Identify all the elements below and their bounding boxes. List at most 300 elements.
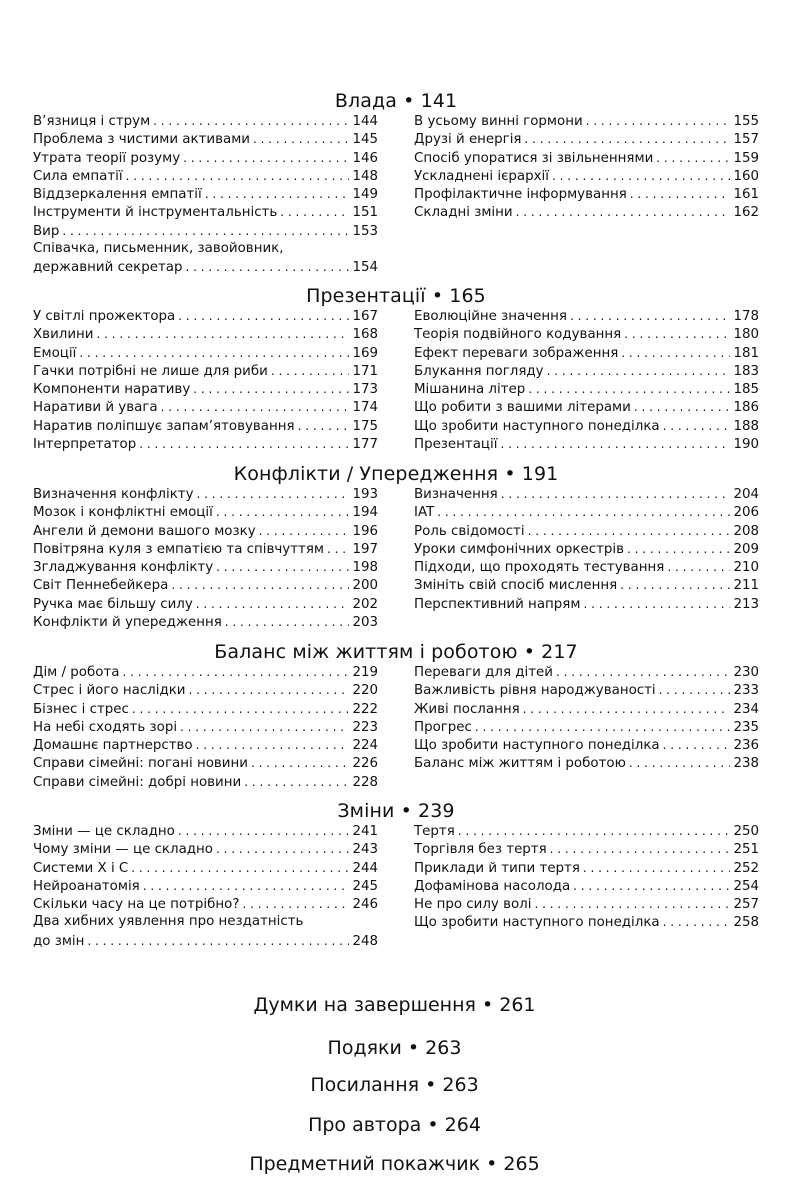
entry-title: Друзі й енергія [414,132,522,148]
section-title: Презентації [306,285,426,307]
toc-entry[interactable] [414,877,759,895]
entry-title: державний секретар [33,260,183,276]
entry-title: Справи сімейні: погані новини [33,756,248,772]
toc-entry[interactable] [414,112,759,130]
dot-leader [547,362,731,380]
dot-leader [253,130,349,148]
entry-page-number: 173 [352,382,378,398]
toc-entry[interactable] [33,718,378,736]
entry-title: Живі послання [414,701,520,717]
entry-page-number: 171 [352,363,378,379]
final-chapter[interactable] [0,1114,789,1136]
entry-page-number: 209 [733,541,759,557]
bullet-separator-icon: • [431,285,444,307]
toc-entry[interactable] [33,485,378,503]
dot-leader [259,522,350,540]
entry-page-number: 234 [733,701,759,717]
toc-entry[interactable] [33,932,378,950]
entry-title: Інтерпретатор [33,437,137,453]
entry-title: Проблема з чистими активами [33,132,250,148]
toc-section [33,800,759,950]
toc-entry[interactable] [414,380,759,398]
toc-entry[interactable] [33,840,378,858]
entry-page-number: 169 [352,345,378,361]
section-title: Влада [334,90,397,112]
toc-entry[interactable] [33,558,378,576]
right-column [414,822,759,950]
final-chapter-title: Про автора [308,1114,422,1136]
toc-entry[interactable] [33,435,378,453]
entry-title: Приклади й типи тертя [414,860,580,876]
entry-page-number: 202 [352,596,378,612]
toc-entry[interactable] [414,663,759,681]
toc-entry[interactable] [414,149,759,167]
toc-entry[interactable] [414,718,759,736]
entry-page-number: 258 [733,915,759,931]
entry-page-number: 148 [352,168,378,184]
bullet-separator-icon: • [504,463,516,485]
entry-title: Світ Пеннебейкера [33,578,169,594]
entry-page-number: 219 [352,665,378,680]
entry-title: Еволюційне значення [414,309,567,324]
dot-leader [663,913,731,931]
entry-title: Системи X і C [33,860,129,876]
entry-page-number: 252 [733,860,759,876]
section-page-number: 141 [420,90,458,112]
dot-leader [298,417,350,435]
bullet-separator-icon: • [523,641,535,663]
bullet-separator-icon: • [407,1037,420,1059]
entry-page-number: 180 [733,327,759,343]
toc-entry[interactable] [414,681,759,699]
toc-section [33,641,759,791]
bullet-separator-icon: • [400,800,412,822]
right-column [414,112,759,277]
dot-leader [583,859,731,877]
dot-leader [244,773,349,791]
entry-title: Справи сімейні: добрі новини [33,774,242,790]
toc-entry[interactable] [33,503,378,521]
toc-entry[interactable] [33,398,378,416]
toc-entry[interactable] [414,307,759,325]
dot-leader [280,203,349,221]
final-chapter-page-number: 263 [425,1037,462,1059]
section-page-number: 217 [541,641,578,663]
dot-leader [87,932,349,950]
dot-leader [620,576,730,594]
bullet-separator-icon: • [486,1153,498,1175]
toc-entry[interactable] [414,203,759,221]
entry-title: У світлі прожектора [33,309,176,324]
entry-page-number: 244 [352,860,378,876]
entry-title: Вир [33,223,60,239]
entry-page-number: 243 [352,842,378,858]
dot-leader [556,663,730,681]
entry-title: Емоції [33,345,77,361]
dot-leader [131,859,349,877]
entry-title: Що зробити наступного понеділка [414,915,660,931]
entry-title: Конфлікти й упередження [33,615,222,631]
toc-entry[interactable] [33,895,378,913]
entry-page-number: 245 [352,878,378,894]
entry-page-number: 188 [733,418,759,434]
entry-page-number: 144 [352,114,378,129]
section-title: Зміни [337,800,395,822]
entry-title: Торгівля без тертя [414,842,547,858]
toc-entry[interactable] [414,840,759,858]
entry-page-number: 246 [352,897,378,913]
entry-title: до змін [33,933,85,949]
entry-page-number: 153 [352,223,378,239]
entry-page-number: 203 [352,615,378,631]
entry-title: Чому зміни — це складно [33,842,213,858]
toc-entry[interactable] [33,859,378,877]
entry-page-number: 155 [733,114,759,129]
final-chapter-page-number: 265 [503,1153,540,1175]
toc-entry[interactable] [33,362,378,380]
section-heading[interactable] [33,641,759,663]
entry-title: Що зробити наступного понеділка [414,418,660,434]
dot-leader [501,485,731,503]
entry-page-number: 161 [733,187,759,203]
dot-leader [251,754,349,772]
final-chapter-page-number: 263 [442,1074,479,1096]
toc-entry[interactable] [414,130,759,148]
entry-title: Домашнє партнерство [33,738,193,754]
dot-leader [196,595,350,613]
entry-page-number: 181 [733,345,759,361]
dot-leader [550,840,731,858]
dot-leader [183,149,349,167]
entry-title: Згладжування конфлікту [33,560,214,576]
dot-leader [634,398,731,416]
dot-leader [624,325,730,343]
entry-title: Блукання погляду [414,363,544,379]
toc-entry[interactable] [33,700,378,718]
dot-leader [97,325,350,343]
entry-page-number: 154 [352,260,378,276]
dot-leader [500,435,730,453]
left-column [33,822,378,950]
toc-entry[interactable] [33,112,378,130]
toc-entry[interactable] [414,576,759,594]
toc-entry[interactable] [33,258,378,276]
entry-page-number: 238 [733,756,759,772]
entry-title: Ангели й демони вашого мозку [33,523,256,539]
entry-page-number: 224 [352,738,378,754]
entry-title: Утрата теорії розуму [33,150,181,166]
entry-title: Віддзеркалення емпатії [33,187,202,203]
entry-title: Дім / робота [33,665,120,680]
toc-entry[interactable] [33,325,378,343]
entry-title: В усьому винні гормони [414,114,583,129]
toc-entry[interactable] [33,417,378,435]
toc-entry-line1[interactable] [33,913,378,931]
dot-leader [122,663,349,681]
bullet-separator-icon: • [481,994,494,1016]
entry-page-number: 197 [352,541,378,557]
dot-leader [552,167,730,185]
entry-page-number: 230 [733,665,759,680]
toc-entry[interactable] [414,700,759,718]
dot-leader [570,307,730,325]
entry-page-number: 194 [352,505,378,521]
entry-page-number: 251 [733,842,759,858]
toc-entry[interactable] [33,681,378,699]
toc-section [33,463,759,631]
toc-entry[interactable] [414,398,759,416]
entry-title-line1: Два хибних уявлення про нездатність [33,914,304,930]
dot-leader [153,112,349,130]
dot-leader [186,258,350,276]
entry-title: Нейроанатомія [33,878,140,894]
entry-page-number: 257 [733,897,759,913]
entry-title: Роль свідомості [414,523,525,539]
entry-page-number: 160 [733,168,759,184]
dot-leader [132,700,350,718]
toc-entry[interactable] [33,130,378,148]
entry-page-number: 222 [352,701,378,717]
entry-page-number: 248 [352,933,378,949]
toc-entry[interactable] [33,663,378,681]
toc-entry[interactable] [33,540,378,558]
dot-leader [573,877,730,895]
toc-entry[interactable] [414,595,759,613]
toc-entry[interactable] [33,613,378,631]
dot-leader [327,540,349,558]
dot-leader [629,754,731,772]
toc-entry[interactable] [414,522,759,540]
dot-leader [271,362,350,380]
toc-entry[interactable] [414,362,759,380]
entry-title: Зміни — це складно [33,824,175,839]
entry-page-number: 185 [733,382,759,398]
entry-title: Змініть свій спосіб мислення [414,578,618,594]
section-title: Конфлікти / Упередження [233,463,499,485]
section-heading[interactable] [33,285,759,307]
dot-leader [216,840,349,858]
toc-entry[interactable] [33,822,378,840]
entry-title: Прогрес [414,719,472,735]
entry-title: Важливість рівня народжуваності [414,683,656,699]
toc-entry[interactable] [414,736,759,754]
toc-entry[interactable] [33,773,378,791]
entry-title: Бізнес і стрес [33,701,129,717]
entry-page-number: 151 [352,205,378,221]
entry-page-number: 149 [352,187,378,203]
section-page-number: 165 [449,285,486,307]
toc-entry[interactable] [414,913,759,931]
final-chapter[interactable] [0,1074,789,1096]
toc-entry[interactable] [414,540,759,558]
toc-entry[interactable] [414,503,759,521]
toc-entry[interactable] [33,203,378,221]
entry-title: Ручка має більшу силу [33,596,193,612]
entry-title: Профілактичне інформування [414,187,627,203]
section-page-number: 239 [418,800,455,822]
entry-title: Не про силу волі [414,897,532,913]
final-chapter-title: Думки на завершення [253,994,476,1016]
entry-page-number: 162 [733,205,759,221]
toc-entry[interactable] [33,576,378,594]
toc-entry[interactable] [414,558,759,576]
entry-title: Дофамінова насолода [414,878,571,894]
entry-title: Теорія подвійного кодування [414,327,622,343]
entry-page-number: 175 [352,418,378,434]
entry-page-number: 168 [352,327,378,343]
bullet-separator-icon: • [403,90,415,112]
dot-leader [180,718,349,736]
toc-entry[interactable] [33,149,378,167]
entry-page-number: 241 [352,824,378,839]
dot-leader [528,522,731,540]
dot-leader [528,380,730,398]
entry-page-number: 210 [733,560,759,576]
dot-leader [189,681,350,699]
toc-entry[interactable] [414,822,759,840]
entry-title: Ефект переваги зображення [414,345,619,361]
entry-page-number: 190 [733,437,759,453]
dot-leader [534,895,730,913]
dot-leader [630,185,731,203]
dot-leader [139,435,349,453]
dot-leader [62,222,349,240]
toc-entry[interactable] [414,417,759,435]
dot-leader [79,344,349,362]
entry-page-number: 206 [733,505,759,521]
entry-title: Спосіб упоратися зі звільненнями [414,150,654,166]
dot-leader [216,503,350,521]
entry-title: Визначення конфлікту [33,487,194,502]
dot-leader [171,576,349,594]
entry-title: Уроки симфонічних оркестрів [414,541,625,557]
entry-page-number: 146 [352,150,378,166]
entry-title: Визначення [414,487,498,502]
left-column [33,663,378,791]
left-column [33,112,378,277]
toc-entry[interactable] [414,185,759,203]
entry-page-number: 174 [352,400,378,416]
entry-page-number: 198 [352,560,378,576]
final-chapter[interactable] [0,1153,789,1175]
toc-entry[interactable] [414,754,759,772]
toc-entry[interactable] [33,167,378,185]
entry-page-number: 236 [733,738,759,754]
toc-entry[interactable] [33,222,378,240]
dot-leader [458,822,731,840]
entry-title: Скільки часу на це потрібно? [33,897,240,913]
entry-page-number: 233 [733,683,759,699]
left-column [33,485,378,631]
entry-page-number: 204 [733,487,759,502]
entry-page-number: 145 [352,132,378,148]
entry-page-number: 167 [352,309,378,324]
toc-entry[interactable] [33,185,378,203]
entry-title: Що зробити наступного понеділка [414,738,660,754]
entry-title: Презентації [414,437,498,453]
dot-leader [663,736,731,754]
toc-section [33,285,759,453]
toc-entry[interactable] [33,754,378,772]
entry-title: Мішанина літер [414,382,526,398]
final-chapter[interactable] [0,1037,789,1059]
toc-entry[interactable] [414,485,759,503]
dot-leader [178,307,349,325]
dot-leader [196,736,350,754]
dot-leader [126,167,350,185]
toc-entry[interactable] [33,736,378,754]
toc-entry[interactable] [33,595,378,613]
entry-title: Баланс між життям і роботою [414,756,626,772]
dot-leader [205,185,350,203]
entry-title: Переваги для дітей [414,665,553,680]
entry-title: Що робити з вашими літерами [414,400,631,416]
entry-page-number: 186 [733,400,759,416]
entry-title: Стрес і його наслідки [33,683,186,699]
entry-page-number: 208 [733,523,759,539]
toc-entry[interactable] [414,435,759,453]
dot-leader [216,558,349,576]
entry-title: Компоненти наративу [33,382,191,398]
entry-title-line1: Співачка, письменник, завойовник, [33,241,284,257]
toc-entry-line1[interactable] [33,240,378,258]
toc-entry[interactable] [33,877,378,895]
right-column [414,485,759,631]
toc-entry[interactable] [33,522,378,540]
entry-page-number: 183 [733,363,759,379]
dot-leader [667,558,730,576]
toc-entry[interactable] [414,895,759,913]
entry-title: Ускладнені ієрархії [414,168,549,184]
entry-page-number: 213 [733,596,759,612]
right-column [414,307,759,453]
left-column [33,307,378,453]
section-title: Баланс між життям і роботою [214,641,518,663]
entry-title: Підходи, що проходять тестування [414,560,665,576]
toc-entry[interactable] [414,167,759,185]
entry-title: Мозок і конфліктні емоції [33,505,213,521]
entry-title: Повітряна куля з емпатією та співчуттям [33,541,324,557]
dot-leader [523,700,731,718]
entry-page-number: 196 [352,523,378,539]
dot-leader [525,130,731,148]
entry-page-number: 157 [733,132,759,148]
section-heading[interactable] [33,90,759,112]
entry-title: Тертя [414,824,455,839]
bullet-separator-icon: • [427,1114,439,1136]
entry-title: На небі сходять зорі [33,719,178,735]
final-chapter[interactable] [0,994,789,1016]
entry-page-number: 211 [733,578,759,594]
toc-entry[interactable] [414,344,759,362]
entry-page-number: 226 [352,756,378,772]
toc-entry[interactable] [33,380,378,398]
toc-entry[interactable] [33,307,378,325]
entry-page-number: 250 [733,824,759,839]
dot-leader [656,149,730,167]
toc-entry[interactable] [33,344,378,362]
dot-leader [516,203,731,221]
section-heading[interactable] [33,463,759,485]
toc-entry[interactable] [414,859,759,877]
entry-title: Перспективний напрям [414,596,581,612]
final-chapter-page-number: 261 [499,994,536,1016]
dot-leader [659,681,731,699]
entry-page-number: 178 [733,309,759,324]
section-heading[interactable] [33,800,759,822]
toc-entry[interactable] [414,325,759,343]
entry-title: Інструменти й інструментальність [33,205,278,221]
